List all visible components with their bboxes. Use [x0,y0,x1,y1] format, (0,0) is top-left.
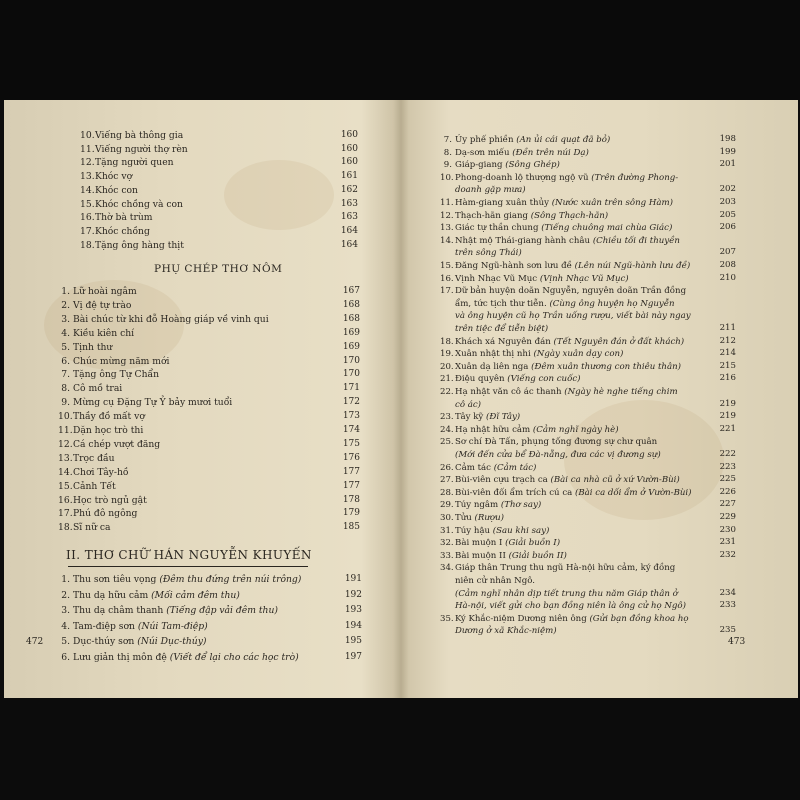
toc-page-number: 171 [342,383,360,394]
toc-page-number: 195 [344,636,362,647]
toc-page-number: 235 [719,625,736,636]
toc-page-number: 215 [719,360,736,371]
toc-page-number: 168 [342,313,360,324]
toc-entry: 16.Vịnh Nhạc Vũ Mục (Vịnh Nhạc Vũ Mục) [440,273,629,284]
toc-entry: 10.Thầy đồ mất vợ [58,411,145,423]
toc-page-number: 210 [719,272,736,283]
toc-page-number: 199 [719,146,736,157]
toc-page-number: 233 [719,600,736,611]
toc-entry: 33.Bài muộn II (Giải buồn II) [440,550,567,561]
toc-entry: 4. Kiều kiên chí [61,327,135,339]
toc-entry: 5. Dục-thúy sơn (Núi Dục-thúy) [61,636,207,648]
toc-entry: 14.Khóc con [80,184,138,196]
toc-entry: 6. Lưu giản thị môn đệ (Viết để lại cho các học trò) [61,652,299,663]
toc-entry: 18.Tặng ông hàng thịt [80,239,184,251]
toc-entry: 18.Sĩ nữ ca [58,522,111,534]
toc-entry-continuation: Hà-nội, viết gửi cho bạn đồng niên là ông cử họ Ngô) [455,601,686,612]
toc-entry: 18.Khách xá Nguyên đán (Tết Nguyên đán ở đất khách) [440,336,685,347]
toc-page-number: 219 [719,411,736,422]
toc-page-number: 163 [340,212,358,223]
toc-entry: 1. Thu sơn tiêu vọng (Đêm thu đứng trên núi trông) [61,574,302,585]
toc-entry-continuation: cô ác) [455,399,482,410]
toc-entry: 17.Phú đô ngông [58,508,138,520]
toc-entry: 3. Thu dạ châm thanh (Tiếng đập vải đêm thu) [61,605,278,617]
toc-entry: 6. Chúc mừng năm mới [61,355,170,367]
toc-page-number: 222 [719,449,736,459]
page-number: 472 [26,637,44,647]
toc-page-number: 219 [719,398,736,409]
section-heading: II. THƠ CHỮ HÁN NGUYỄN KHUYẾN [66,548,312,562]
toc-entry: 8. Dạ-sơn miếu (Đền trên núi Dạ) [443,147,589,158]
toc-page-number: 231 [719,537,736,548]
toc-entry: 12.Thạch-hãn giang (Sông Thạch-hãn) [440,210,609,221]
toc-page-number: 169 [342,327,360,338]
toc-entry: 2. Vị đệ tự trào [61,299,132,311]
section-heading: PHỤ CHÉP THƠ NÔM [154,263,283,275]
toc-entry: 14.Nhật mộ Thái-giang hành châu (Chiều tối đi thuyền [440,235,680,246]
toc-entry: 1. Lữ hoài ngâm [61,286,137,297]
toc-page-number: 211 [719,323,736,333]
toc-entry: 11.Viếng người thợ rèn [80,143,188,155]
toc-page-number: 164 [340,239,358,250]
toc-page-number: 176 [342,452,360,463]
toc-page-number: 229 [719,512,736,522]
toc-page-number: 232 [719,549,736,560]
toc-entry-continuation: Dương ở xã Khắc-niệm) [455,626,557,637]
toc-page-number: 227 [719,499,736,510]
toc-entry: (Cảm nghĩ nhân dịp tiết trung thu năm Giáp thân ở [455,588,678,599]
toc-entry: 14.Chơi Tây-hồ [58,466,129,478]
toc-page-number: 178 [342,494,360,505]
toc-entry: 16.Thờ bà trùm [80,212,153,224]
toc-page-number: 216 [719,373,736,384]
open-book [4,100,798,698]
toc-entry: 15.Đăng Ngũ-hành sơn lưu đề (Lên núi Ngũ-hành lưu đề) [440,261,691,271]
toc-page-number: 160 [340,130,358,140]
dark-background-top [0,0,800,100]
toc-page-number: 201 [719,159,736,170]
toc-entry: 9. Giáp-giang (Sông Ghép) [443,160,560,171]
toc-page-number: 160 [340,157,358,168]
toc-entry-continuation: ẩm, tức tịch thư tiễn. (Cùng ông huyện họ Nguyễn [455,298,675,309]
toc-page-number: 194 [344,620,362,631]
toc-entry: 9. Mừng cụ Đặng Tự Ỷ bảy mươi tuổi [61,397,233,409]
toc-page-number: 230 [719,524,736,535]
toc-page-number: 197 [344,652,362,662]
toc-entry: 32.Bài muộn I (Giải buồn I) [440,538,561,549]
toc-entry: 13.Trọc đầu [58,452,115,464]
toc-entry: 23.Tây kỹ (Đĩ Tây) [440,412,521,423]
toc-page-number: 226 [719,486,736,497]
toc-page-number: 174 [342,425,360,435]
toc-entry: 12.Tặng người quen [80,157,174,169]
toc-entry-continuation: niên cử nhân Ngô. [455,576,535,586]
toc-entry-continuation: trên sông Thái) [455,248,522,259]
toc-page-number: 193 [344,605,362,616]
toc-page-number: 202 [719,184,736,195]
toc-page-number: 177 [342,466,360,477]
toc-page-number: 161 [340,171,358,182]
toc-entry: 28.Bùi-viên đối ẩm trích cú ca (Bài ca dối ẩm ở Vườn-Bùi) [440,487,692,498]
toc-entry: 15.Khóc chồng và con [80,198,183,210]
right-page [394,100,798,698]
toc-page-number: 164 [340,225,358,236]
toc-entry: 11.Dặn học trò thi [58,425,144,436]
toc-page-number: 212 [719,335,736,346]
toc-page-number: 168 [342,299,360,310]
heading-underline [68,566,308,567]
toc-page-number: 191 [344,574,362,584]
toc-entry: 8. Cô mồ trai [61,383,123,395]
toc-page-number: 160 [340,143,358,154]
toc-entry: 5. Tịnh thư [61,341,113,353]
toc-entry: 7. Úy phế phiền (An ủi cái quạt đã bỏ) [443,135,611,145]
toc-page-number: 192 [344,589,362,600]
toc-entry: 19.Xuân nhật thị nhi (Ngày xuân dạy con) [440,349,624,360]
toc-entry: 10.Phong-doanh lộ thượng ngộ vũ (Trên đường Phong- [440,172,679,183]
toc-page-number: 223 [719,461,736,472]
toc-entry: 35.Ký Khắc-niệm Dương niên ông (Gửi bạn đồng khoa họ [440,613,689,624]
toc-entry: 15.Cảnh Tết [58,480,116,492]
toc-entry: 22.Hạ nhật văn cô ác thanh (Ngày hè nghe tiếng chim [440,387,678,397]
toc-entry: 29.Túy ngâm (Thơ say) [440,500,542,511]
toc-entry: 25.Sơ chí Đà Tấn, phụng tống đương sự chư quân [440,437,658,448]
toc-entry: 13.Giác tự thần chung (Tiếng chuông mai chùa Giác) [440,223,673,234]
toc-entry: 11.Hàm-giang xuân thủy (Nước xuân trên sông Hàm) [440,198,673,208]
toc-page-number: 214 [719,348,736,359]
toc-entry: 20.Xuân dạ liên nga (Đêm xuân thương con thiêu thân) [440,361,681,372]
toc-page-number: 207 [719,247,736,258]
toc-page-number: 169 [342,341,360,352]
toc-entry-continuation: trên tiệc để tiễn biệt) [455,324,549,334]
toc-page-number: 177 [342,480,360,491]
toc-entry: 27.Bùi-viên cựu trạch ca (Bài ca nhà cũ ở xứ Vườn-Bùi) [440,475,680,486]
toc-entry: 17.Dữ bản huyện doãn Nguyễn, nguyên doãn Trần đồng [440,286,687,297]
toc-entry: 2. Thu dạ hữu cảm (Mối cảm đêm thu) [61,589,240,601]
toc-entry-continuation: doanh gặp mưa) [455,185,526,196]
toc-entry: 16.Học trò ngủ gật [58,494,147,506]
toc-page-number: 205 [719,209,736,220]
toc-entry: 3. Bài chúc từ khi đỗ Hoàng giáp về vinh qui [61,313,269,325]
page-number: 473 [728,637,746,647]
toc-page-number: 198 [719,134,736,144]
left-page [4,100,390,698]
toc-entry: 12.Cá chép vượt đăng [58,438,161,450]
toc-entry-continuation: và ông huyện cũ họ Trần uống rượu, viết bài này ngay [455,311,691,322]
toc-page-number: 162 [340,184,358,195]
toc-page-number: 167 [342,286,360,296]
toc-page-number: 225 [719,474,736,485]
toc-page-number: 173 [342,411,360,422]
toc-entry: 10.Viếng bà thông gia [80,130,184,141]
toc-page-number: 221 [719,423,736,434]
toc-page-number: 234 [719,587,736,598]
toc-page-number: 206 [719,222,736,233]
toc-entry: 34.Giáp thân Trung thu ngũ Hà-nội hữu cảm, ký đồng [440,563,676,574]
toc-page-number: 172 [342,397,360,408]
toc-page-number: 163 [340,198,358,209]
toc-entry: 26.Cảm tác (Cảm tác) [440,462,537,473]
toc-entry: 13.Khóc vợ [80,171,133,183]
toc-entry: 7. Tặng ông Tự Chẩn [61,369,160,381]
toc-entry: 24.Hạ nhật hữu cảm (Cảm nghĩ ngày hè) [440,424,619,435]
toc-entry: 21.Điệu quyên (Viếng con cuốc) [440,374,581,385]
toc-page-number: 203 [719,197,736,207]
toc-page-number: 179 [342,508,360,519]
toc-page-number: 208 [719,260,736,270]
toc-page-number: 170 [342,355,360,366]
toc-entry-continuation: (Mới đến cửa bể Đà-nẵng, đưa các vị đương sự) [455,450,661,460]
toc-entry: 17.Khóc chồng [80,225,150,237]
toc-entry: 4. Tam-điệp sơn (Núi Tam-điệp) [61,620,208,632]
toc-page-number: 170 [342,369,360,380]
toc-page-number: 185 [342,522,360,533]
toc-page-number: 175 [342,438,360,449]
toc-entry: 30.Tửu (Rượu) [440,513,504,523]
toc-entry: 31.Túy hậu (Sau khi say) [440,525,550,536]
